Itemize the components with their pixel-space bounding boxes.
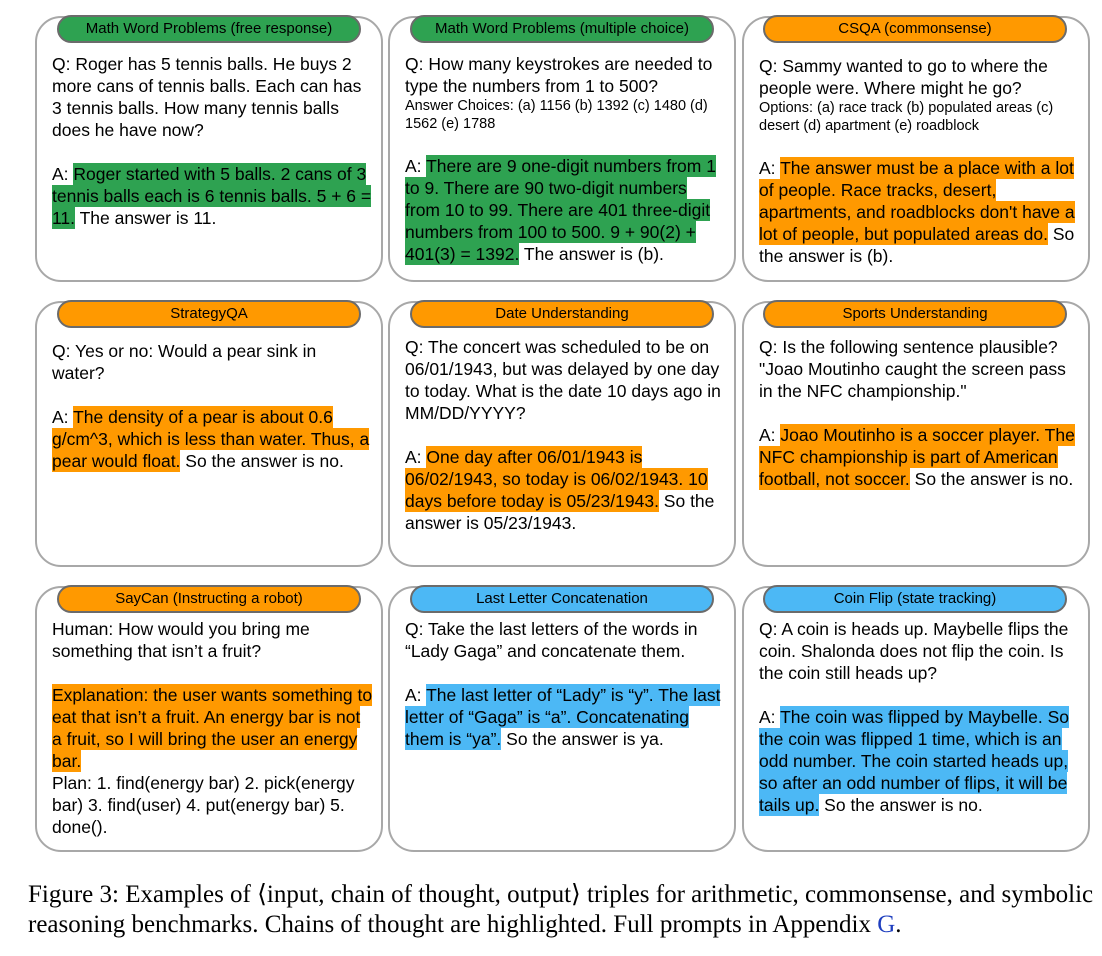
answer-prefix: A: [759,425,781,445]
answer-suffix: So the answer is ya. [501,729,664,749]
chain-of-thought-highlight: Roger started with 5 balls. 2 cans of 3 tennis balls each is 6 tennis balls. 5 + 6 = 11. [52,164,372,228]
answer-text [52,406,372,472]
answer-prefix: A: [759,158,781,178]
answer-text [52,163,372,229]
chain-of-thought-highlight: Joao Moutinho is a soccer player. The NFC championship is part of American football, not soccer. [759,425,1075,489]
card-title-math-multiple-choice: Math Word Problems (multiple choice) [410,15,714,43]
card-title-strategyqa: StrategyQA [57,300,361,328]
card-title-coin-flip: Coin Flip (state tracking) [763,585,1067,613]
answer-text [759,706,1077,816]
card-content-math-multiple-choice [405,53,725,265]
card-title-math-free-response: Math Word Problems (free response) [57,15,361,43]
answer-prefix: A: [405,685,427,705]
chain-of-thought-highlight: One day after 06/01/1943 is 06/02/1943, so today is 06/02/1943. 10 days before today is 05/23/1943. [405,447,708,511]
question-text: Q: How many keystrokes are needed to type the numbers from 1 to 500? [405,54,713,96]
question-text: Q: Roger has 5 tennis balls. He buys 2 more cans of tennis balls. Each can has 3 tennis balls. How many tennis balls does he have now? [52,54,362,140]
card-content-coin-flip [759,618,1077,816]
answer-text [405,446,727,534]
answer-text [405,155,725,265]
card-content-saycan [52,618,374,838]
answer-suffix: So the answer is no. [180,451,344,471]
answer-suffix: So the answer is no. [909,469,1074,489]
answer-suffix: So the answer is 05/23/1943. [405,491,715,533]
question-text: Q: Take the last letters of the words in “Lady Gaga” and concatenate them. [405,619,698,661]
question-text: Q: Is the following sentence plausible? "Joao Moutinho caught the screen pass in the NFC championship." [759,337,1066,401]
answer-text [405,684,723,750]
explanation-text [52,684,374,772]
answer-prefix: A: [405,156,427,176]
caption-end: . [895,911,902,938]
chain-of-thought-highlight: There are 9 one-digit numbers from 1 to 9. There are 90 two-digit numbers from 10 to 99. There are 401 three-digit numbers from 100 to 500. 9 + 90(2) + 401(3) = 1392. [405,156,716,264]
answer-suffix: The answer is (b). [519,244,664,264]
figure-caption [28,880,1094,940]
caption-text: Figure 3: Examples of ⟨input, chain of thought, output⟩ triples for arithmetic, commonsense, and symbolic reasoning benchmarks. Chains of thought are highlighted. Full prompts in Appendix [28,881,1094,938]
answer-options: Options: (a) race track (b) populated areas (c) desert (d) apartment (e) roadblock [759,100,1054,134]
chain-of-thought-highlight: The answer must be a place with a lot of people. Race tracks, desert, apartments, and roadblocks don't have a lot of people, but populated areas do. [759,158,1075,244]
card-title-csqa: CSQA (commonsense) [763,15,1067,43]
answer-choices: Answer Choices: (a) 1156 (b) 1392 (c) 1480 (d) 1562 (e) 1788 [405,98,708,132]
answer-suffix: The answer is 11. [75,208,217,228]
question-text: Q: Yes or no: Would a pear sink in water? [52,341,317,383]
card-title-last-letter-concatenation: Last Letter Concatenation [410,585,714,613]
question-text: Q: Sammy wanted to go to where the people were. Where might he go? [759,56,1048,98]
chain-of-thought-highlight: The coin was flipped by Maybelle. So the coin was flipped 1 time, which is an odd number. The coin started heads up, so after an odd number of flips, it will be tails up. [759,707,1069,815]
card-title-saycan: SayCan (Instructing a robot) [57,585,361,613]
chain-of-thought-highlight: The last letter of “Lady” is “y”. The last letter of “Gaga” is “a”. Concatenating them is “ya”. [405,685,721,749]
card-content-csqa [759,55,1079,267]
human-request-text: Human: How would you bring me something that isn’t a fruit? [52,619,310,661]
answer-text [759,157,1079,267]
answer-prefix: A: [52,164,74,184]
card-content-strategyqa [52,340,372,472]
card-content-last-letter-concatenation [405,618,723,750]
card-title-sports-understanding: Sports Understanding [763,300,1067,328]
plan-text: Plan: 1. find(energy bar) 2. pick(energy bar) 3. find(user) 4. put(energy bar) 5. done(). [52,773,355,837]
question-text: Q: A coin is heads up. Maybelle flips the coin. Shalonda does not flip the coin. Is the coin still heads up? [759,619,1069,683]
appendix-link[interactable]: G [877,911,896,938]
chain-of-thought-highlight: The density of a pear is about 0.6 g/cm^3, which is less than water. Thus, a pear would float. [52,407,370,471]
answer-suffix: So the answer is no. [819,795,983,815]
card-content-math-free-response [52,53,372,229]
answer-prefix: A: [52,407,74,427]
card-title-date-understanding: Date Understanding [410,300,714,328]
answer-prefix: A: [405,447,427,467]
answer-suffix: So the answer is (b). [759,224,1075,266]
answer-prefix: A: [759,707,781,727]
card-content-date-understanding [405,336,727,534]
card-content-sports-understanding [759,336,1081,490]
question-text: Q: The concert was scheduled to be on 06/01/1943, but was delayed by one day to today. What is the date 10 days ago in MM/DD/YYYY? [405,337,721,423]
chain-of-thought-highlight: Explanation: the user wants something to eat that isn’t a fruit. An energy bar is not a fruit, so I will bring the user an energy bar. [52,685,373,771]
answer-text [759,424,1081,490]
